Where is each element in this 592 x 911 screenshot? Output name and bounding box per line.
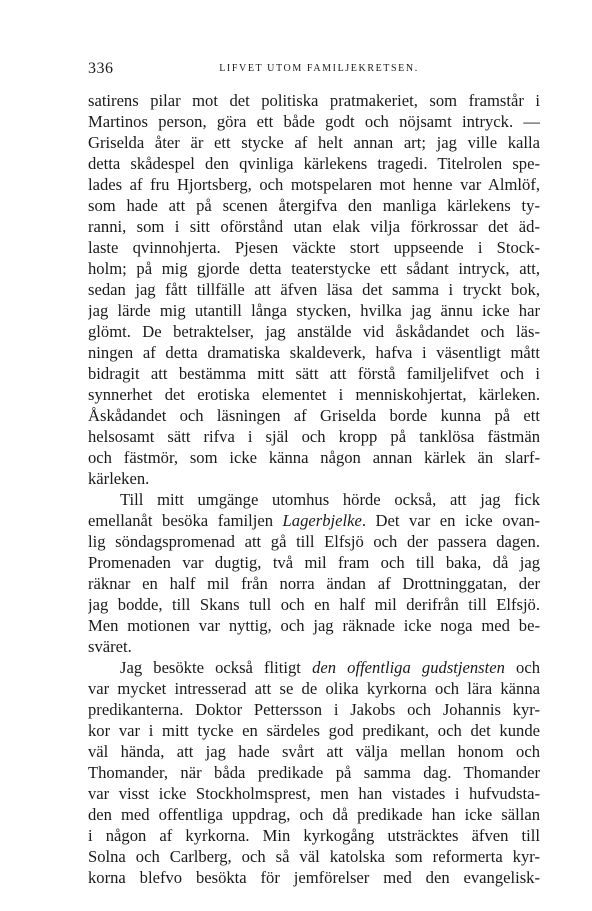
text-line: och fästmör, som icke känna någon annan kärlek än slarf- <box>88 448 540 467</box>
text-line: sväret. <box>88 637 132 656</box>
text-line: Men motionen var nyttig, och jag räknade icke noga med be- <box>88 616 540 635</box>
text-line: helsosamt sätt rifva i själ och kropp på tanklösa fästmän <box>88 427 540 446</box>
text-line <box>88 657 540 678</box>
text-fragment: och <box>504 658 540 677</box>
text-line: bidragit att bestämma mitt sätt att förstå familjelifvet och i <box>88 364 540 383</box>
text-line: korna blefvo besökta för jemförelser med den evangelisk- <box>88 868 540 887</box>
page-number: 336 <box>88 60 114 77</box>
text-line: väl hända, att jag hade svårt att välja mellan honom och <box>88 742 540 761</box>
text-line: satirens pilar mot det politiska pratmakeriet, som framstår i <box>88 91 540 110</box>
text-line: var visst icke Stockholmsprest, men han vistades i hufvudsta- <box>88 784 540 803</box>
text-body <box>88 90 540 888</box>
text-line: Promenaden var dugtig, två mil fram och till baka, då jag <box>88 553 540 572</box>
text-line: jag lärde mig utantill långa stycken, hvilka jag ännu icke har <box>88 301 540 320</box>
text-fragment: . Det var en icke ovan- <box>361 511 540 530</box>
text-line: Martinos person, göra ett både godt och nöjsamt intryck. — <box>88 112 540 131</box>
text-line: kor var i mitt tycke en särdeles god predikant, och det kunde <box>88 721 540 740</box>
text-line: lades af fru Hjortsberg, och motspelaren mot henne var Almlöf, <box>88 175 540 194</box>
text-line: kärleken. <box>88 469 150 488</box>
text-line: Solna och Carlberg, och så väl katolska som reformerta kyr- <box>88 847 540 866</box>
text-line: var mycket intresserad att se de olika kyrkorna och lära känna <box>88 679 540 698</box>
text-line: laste qvinnohjerta. Pjesen väckte stort uppseende i Stock- <box>88 238 540 257</box>
text-line: räknar en half mil från norra ändan af Drottninggatan, der <box>88 574 540 593</box>
text-line: Thomander, när båda predikade på samma dag. Thomander <box>88 763 540 782</box>
running-head <box>88 60 540 80</box>
text-line: jag bodde, till Skans tull och en half mil derifrån till Elfsjö. <box>88 595 540 614</box>
text-line: som hade att på scenen återgifva den manliga kärlekens ty- <box>88 196 540 215</box>
text-line: predikanterna. Doktor Pettersson i Jakobs och Johannis kyr- <box>88 700 540 719</box>
italic-phrase: den offentliga gudstjensten <box>312 658 505 677</box>
text-line: Åskådandet och läsningen af Griselda borde kunna på ett <box>88 406 540 425</box>
italic-name: Lagerbjelke <box>282 511 362 530</box>
text-line <box>88 510 540 531</box>
text-line: synnerhet det erotiska elementet i menniskohjertat, kärleken. <box>88 385 540 404</box>
text-fragment: emellanåt besöka familjen <box>88 511 283 530</box>
running-title: LIFVET UTOM FAMILJEKRETSEN. <box>219 63 419 74</box>
text-fragment: Jag besökte också flitigt <box>120 658 313 677</box>
text-line: holm; på mig gjorde detta teaterstycke ett sådant intryck, att, <box>88 259 540 278</box>
text-line: ningen af detta dramatiska skaldeverk, hafva i väsentligt mått <box>88 343 540 362</box>
text-line: lig söndagspromenad att gå till Elfsjö och der passera dagen. <box>88 532 540 551</box>
text-line: Till mitt umgänge utomhus hörde också, att jag fick <box>120 490 540 509</box>
text-line: sedan jag fått tillfälle att äfven läsa det samma i tryckt bok, <box>88 280 540 299</box>
text-line: i någon af kyrkorna. Min kyrkogång utsträcktes äfven till <box>88 826 540 845</box>
text-line: den med offentliga uppdrag, och då predikade han icke sällan <box>88 805 540 824</box>
text-line: Griselda åter är ett stycke af helt annan art; jag ville kalla <box>88 133 540 152</box>
text-line: detta skådespel den qvinliga kärlekens tragedi. Titelrolen spe- <box>88 154 540 173</box>
text-line: ranni, som i sitt oförstånd utan elak vilja förkrossar det äd- <box>88 217 540 236</box>
text-line: glömt. De betraktelser, jag anstälde vid åskådandet och läs- <box>88 322 540 341</box>
